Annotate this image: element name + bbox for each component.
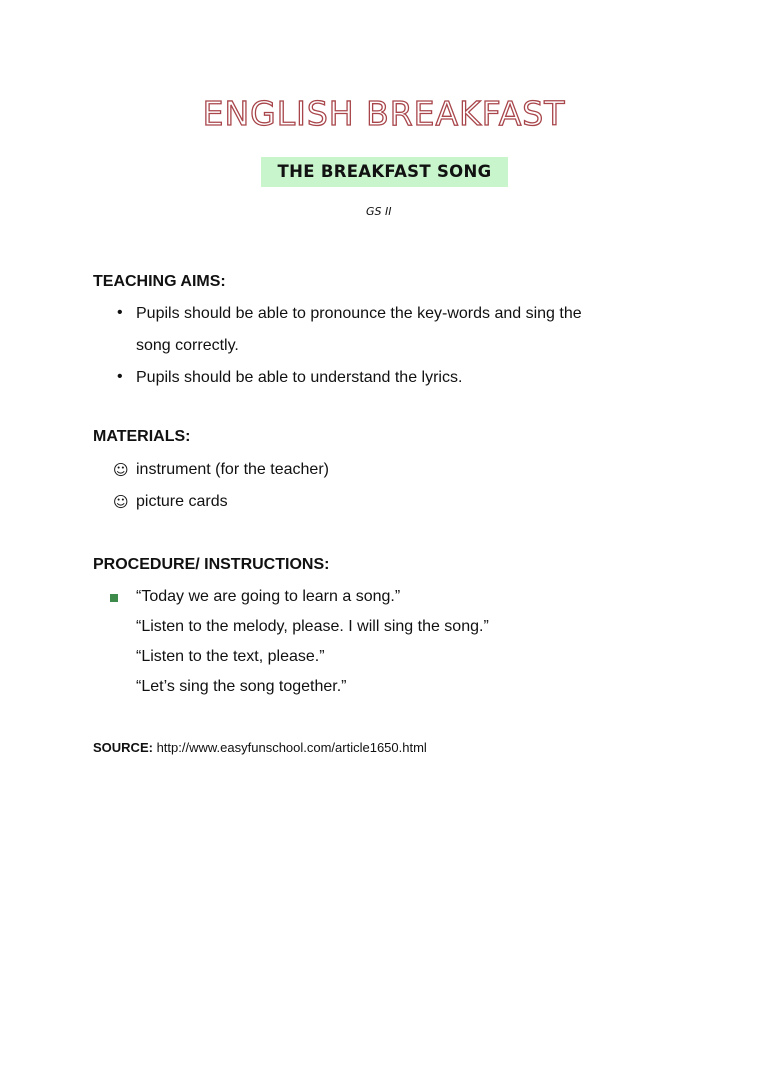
- procedure-heading: PROCEDURE/ INSTRUCTIONS:: [93, 556, 330, 573]
- square-bullet-icon: [110, 594, 118, 602]
- aim-item-continued: song correctly.: [136, 337, 239, 354]
- bullet-icon: •: [117, 368, 123, 385]
- procedure-item: “Listen to the melody, please. I will sing the song.”: [136, 618, 489, 635]
- bullet-icon: •: [117, 304, 123, 321]
- teaching-aims-heading: TEACHING AIMS:: [93, 273, 226, 290]
- procedure-item: “Let’s sing the song together.”: [136, 678, 347, 695]
- material-item: picture cards: [136, 493, 228, 510]
- document-title: ENGLISH BREAKFAST: [202, 94, 566, 133]
- source-line: [93, 740, 427, 755]
- smiley-icon: ☺: [113, 493, 129, 511]
- song-title: THE BREAKFAST SONG: [261, 157, 508, 187]
- procedure-item: “Today we are going to learn a song.”: [136, 588, 401, 605]
- source-label: SOURCE:: [93, 740, 153, 755]
- materials-heading: MATERIALS:: [93, 428, 191, 445]
- smiley-icon: ☺: [113, 461, 129, 479]
- source-url[interactable]: http://www.easyfunschool.com/article1650.html: [156, 740, 427, 755]
- grade-label: GS II: [366, 205, 392, 218]
- procedure-item: “Listen to the text, please.”: [136, 648, 325, 665]
- aim-item: Pupils should be able to understand the lyrics.: [136, 369, 463, 386]
- aim-item: Pupils should be able to pronounce the key-words and sing the: [136, 305, 582, 322]
- material-item: instrument (for the teacher): [136, 461, 329, 478]
